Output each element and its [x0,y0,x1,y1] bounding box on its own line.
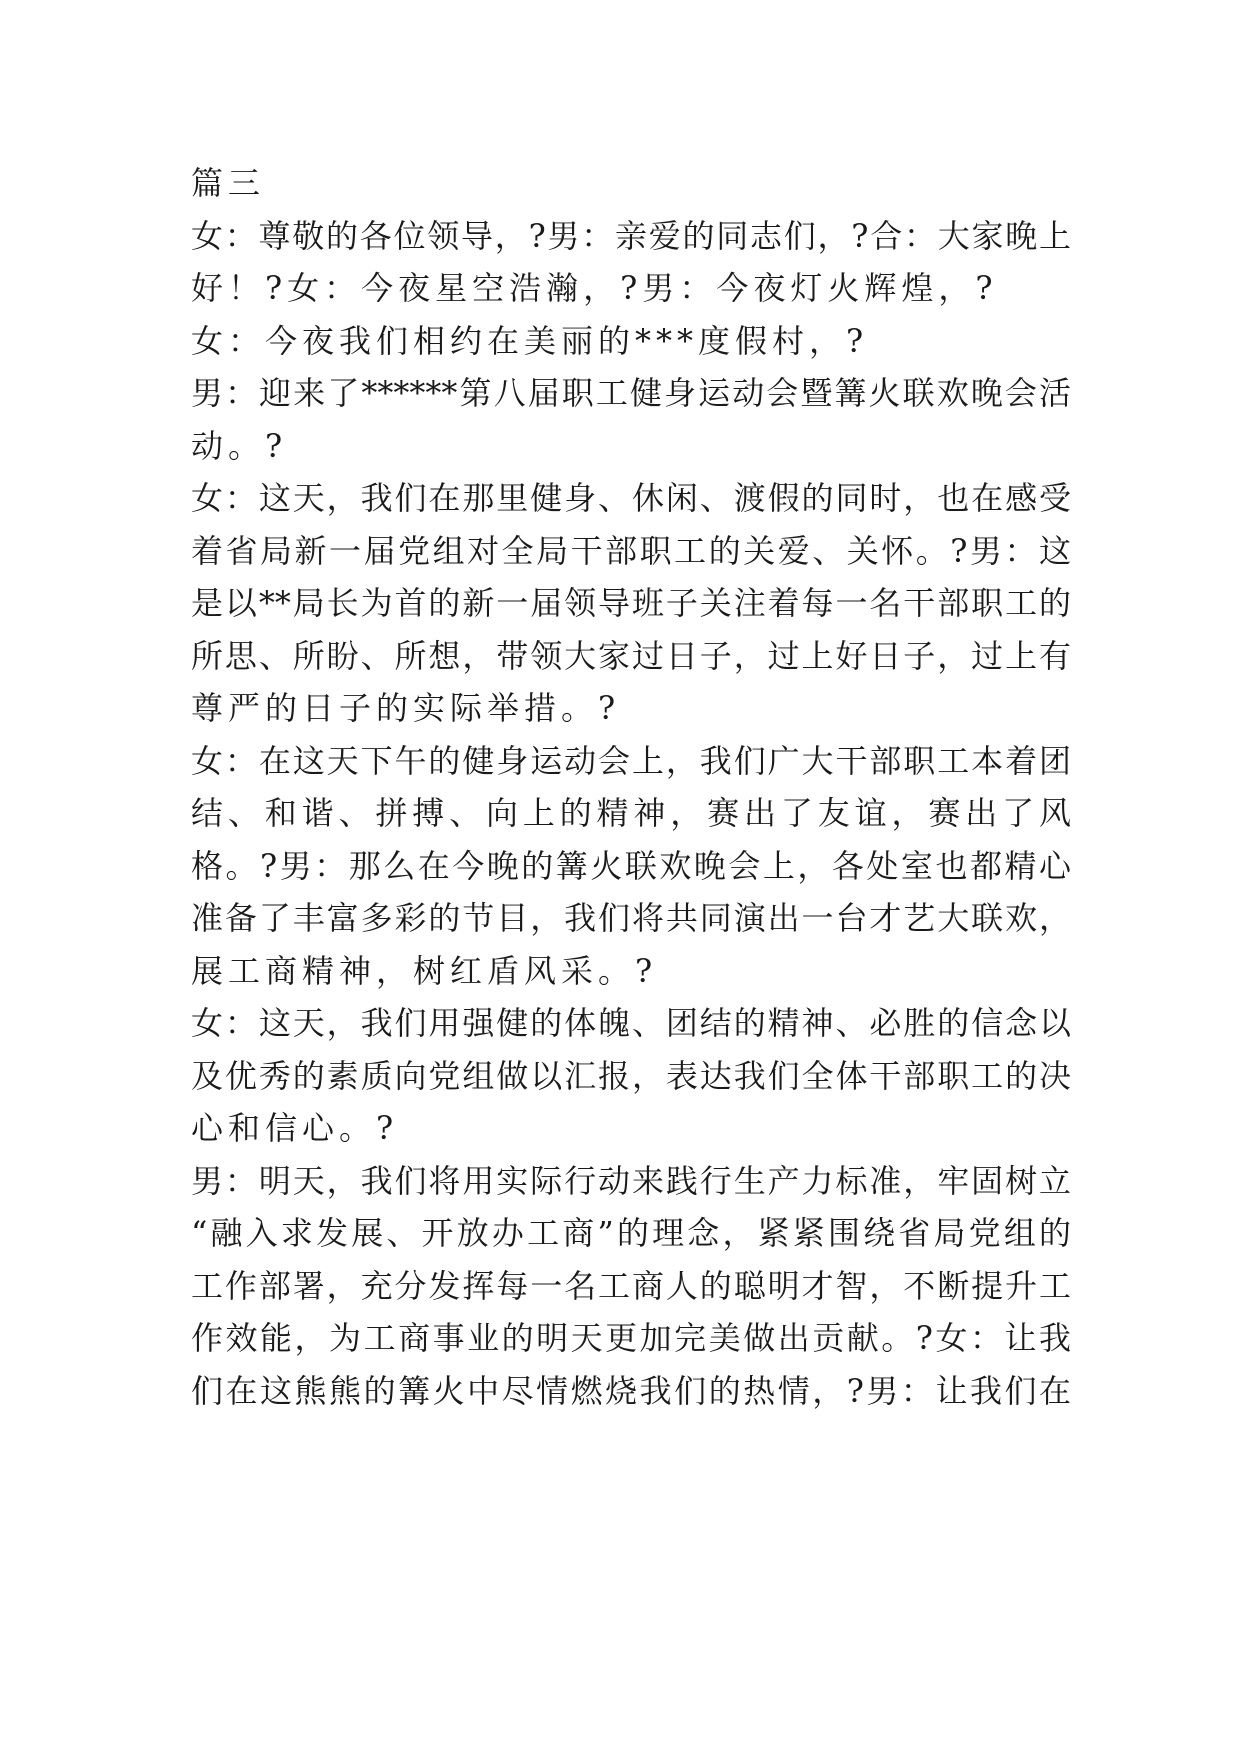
text-line: 着省局新一届党组对全局干部职工的关爱、关怀。?男：这 [191,531,1071,570]
text-line: 女：今夜我们相约在美丽的***度假村，? [191,321,869,360]
text-line: 动。? [191,426,288,465]
text-line: 工作部署，充分发挥每一名工商人的聪明才智，不断提升工 [191,1266,1071,1305]
text-line: 好！?女：今夜星空浩瀚，?男：今夜灯火辉煌，? [191,269,998,307]
text-line: 所思、所盼、所想，带领大家过日子，过上好日子，过上有 [191,636,1071,675]
text-line: 及优秀的素质向党组做以汇报，表达我们全体干部职工的决 [191,1056,1071,1095]
text-line: 尊严的日子的实际举措。? [191,689,621,727]
text-line: 展工商精神，树红盾风采。? [191,951,658,990]
section-heading: 篇三 [191,164,266,202]
text-line: 女：这天，我们用强健的体魄、团结的精神、必胜的信念以 [191,1004,1071,1042]
text-line: 是以**局长为首的新一届领导班子关注着每一名干部职工的 [191,584,1071,622]
text-line: 男：迎来了******第八届职工健身运动会暨篝火联欢晚会活 [191,374,1071,412]
text-line: 准备了丰富多彩的节目，我们将共同演出一台才艺大联欢， [191,899,1071,937]
text-line: 女：尊敬的各位领导，?男：亲爱的同志们，?合：大家晚上 [191,216,1071,255]
text-line: “融入求发展、开放办工商”的理念，紧紧围绕省局党组的 [191,1214,1071,1252]
text-line: 们在这熊熊的篝火中尽情燃烧我们的热情，?男：让我们在 [191,1371,1071,1410]
document-body [191,157,1071,1417]
text-line: 女：这天，我们在那里健身、休闲、渡假的同时，也在感受 [191,479,1071,517]
text-line: 结、和谐、拼搏、向上的精神，赛出了友谊，赛出了风 [191,794,1071,832]
text-line: 女：在这天下午的健身运动会上，我们广大干部职工本着团 [191,741,1071,780]
text-line: 格。?男：那么在今晚的篝火联欢晚会上，各处室也都精心 [191,846,1071,885]
text-line: 作效能，为工商事业的明天更加完美做出贡献。?女：让我 [191,1319,1071,1357]
text-line: 心和信心。? [191,1109,399,1147]
text-line: 男：明天，我们将用实际行动来践行生产力标准，牢固树立 [191,1161,1071,1200]
